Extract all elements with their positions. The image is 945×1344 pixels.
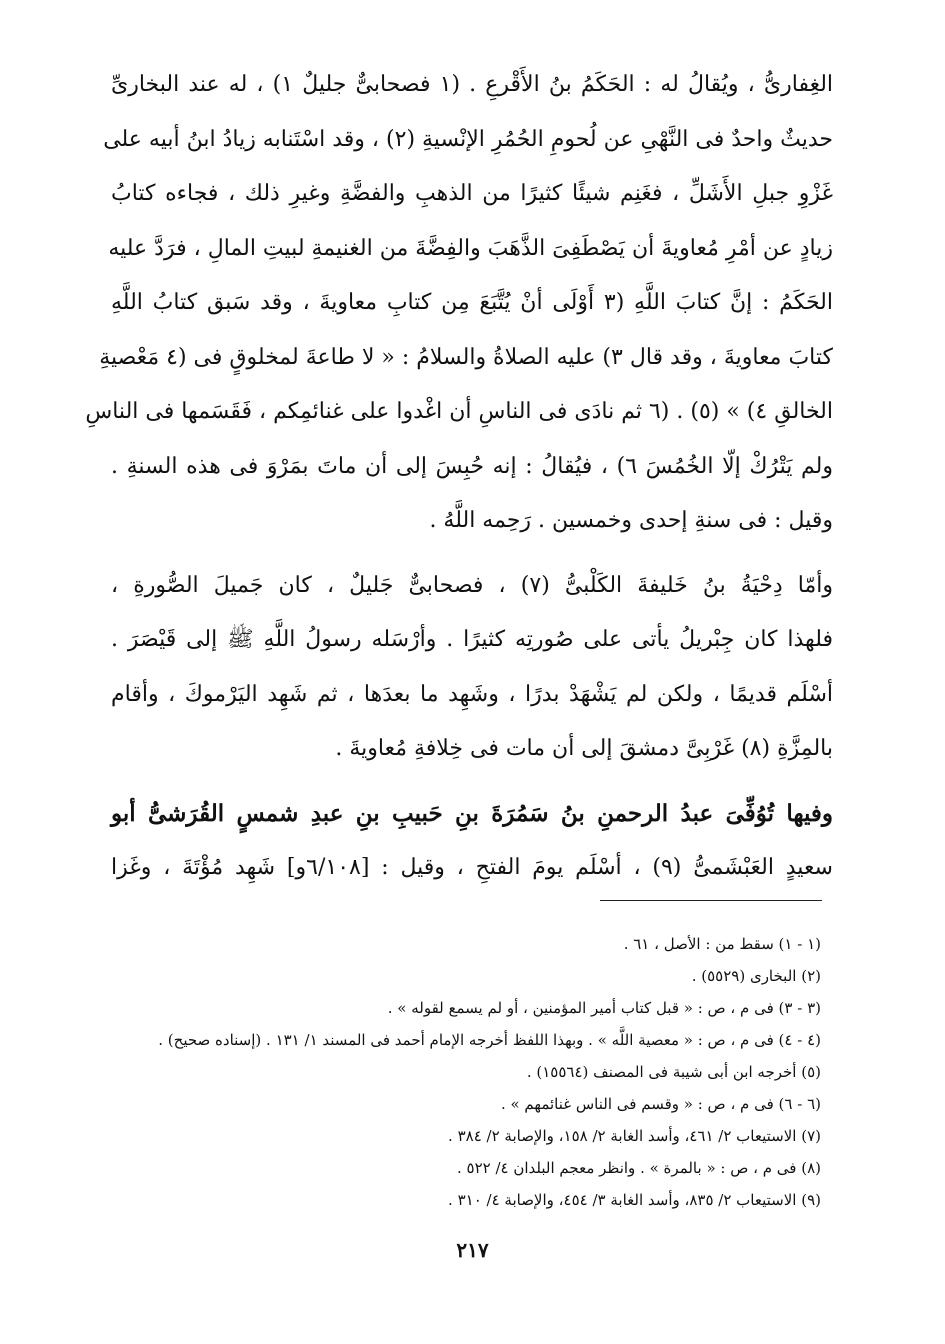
text-line: الغِفارىُّ ، ويُقالُ له : الحَكَمُ بنُ الأَقْرعِ . (١ فصحابىٌّ جليلٌ ١) ، له عند البخارىِّ — [111, 72, 834, 97]
footnote: (٤ - ٤) فى م ، ص : « معصية اللَّه » . وبهذا اللفظ أخرجه الإمام أحمد فى المسند ١/ ١٣١ . (إسناده صحيح) . — [158, 1031, 821, 1049]
text-line: حديثٌ واحدٌ فى النَّهْىِ عن لُحومِ الحُمُرِ الإنْسيةِ (٢) ، وقد اسْتَنابه زيادُ ابنُ أبيه على — [103, 126, 833, 152]
text-line: سعيدٍ العَبْشَمىُّ (٩) ، أسْلَم يومَ الفتحِ ، وقيل : [٦/١٠٨و] شَهِد مُؤْتَةَ ، وغَزا — [111, 855, 833, 880]
text-line: ولم يَتْرُكْ إلّا الخُمُسَ ٦) ، فيُقالُ : إنه حُبِسَ إلى أن ماتَ بمَرْوَ فى هذه السنةِ . — [111, 453, 833, 479]
text-line: أسْلَم قديمًا ، ولكن لم يَشْهَدْ بدرًا ، وشَهِد ما بعدَها ، ثم شَهِد اليَرْموكَ ، وأقام — [111, 681, 833, 707]
text-line: فلهذا كان جِبْريلُ يأتى على صُورتِه كثيرًا . وأرْسَله رسولُ اللَّهِ ﷺ إلى قَيْصَرَ . — [111, 627, 833, 652]
footnote: (٢) البخارى (٥٥٢٩) . — [691, 967, 821, 985]
footnote: (٩) الاستيعاب ٢/ ٨٣٥، وأسد الغابة ٣/ ٤٥٤، والإصابة ٤/ ٣١٠ . — [448, 1191, 821, 1209]
text-line: الخالقِ ٤) » (٥) . (٦ ثم نادَى فى الناسِ أن اغْدوا على غنائمِكم ، فَقَسَمها فى الناسِ — [85, 399, 833, 424]
text-line: بالمِزَّةِ (٨) غَرْبِىَّ دمشقَ إلى أن مات فى خِلافةِ مُعاويةَ . — [335, 736, 833, 761]
footnote: (٨) فى م ، ص : « بالمرة » . وانظر معجم البلدان ٤/ ٥٢٢ . — [457, 1159, 821, 1177]
footnotes — [101, 928, 821, 1216]
footnote-divider — [600, 900, 822, 901]
text-line: زيادٍ عن أمْرِ مُعاويةَ أن يَصْطَفِىَ الذَّهَبَ والفِضَّةَ من الغنيمةِ لبيتِ المالِ ، فرَدَّ عليه — [108, 235, 833, 261]
footnote: (٦ - ٦) فى م ، ص : « وقسم فى الناس غنائمهم » . — [500, 1095, 821, 1113]
text-line: كتابَ معاويةَ ، وقد قال ٣) عليه الصلاةُ والسلامُ : « لا طاعةَ لمخلوقٍ فى (٤ مَعْصيةِ — [99, 344, 833, 370]
footnote: (٥) أخرجه ابن أبى شيبة فى المصنف (١٥٥٦٤) . — [526, 1063, 821, 1081]
footnote: (٣ - ٣) فى م ، ص : « قبل كتاب أمير المؤمنين ، أو لم يسمع لقوله » . — [387, 999, 821, 1017]
footnote: (١ - ١) سقط من : الأصل ، ٦١ . — [623, 935, 821, 953]
text-line: وفيها تُوُفِّىَ عبدُ الرحمنِ بنُ سَمُرَةَ بنِ حَبيبِ بنِ عبدِ شمسٍ القُرَشىُّ أبو — [111, 799, 833, 827]
page-number: ٢١٧ — [456, 1238, 489, 1262]
text-line: الحَكَمُ : إنَّ كتابَ اللَّهِ (٣ أَوْلَى أنْ يُتَّبَعَ مِن كتابِ معاويةَ ، وقد سَبق كتابُ اللَّهِ — [111, 290, 833, 315]
text-line: وأمّا دِحْيَةُ بنُ خَليفةَ الكَلْبىُّ (٧) ، فصحابىٌّ جَليلٌ ، كان جَميلَ الصُّورةِ ، — [111, 572, 833, 598]
text-line: غَزْوِ جبلِ الأَشَلِّ ، فغَنِم شيئًا كثيرًا من الذهبِ والفضَّةِ وغيرِ ذلك ، فجاءه كتابُ — [111, 181, 833, 206]
main-text — [85, 58, 834, 896]
footnote: (٧) الاستيعاب ٢/ ٤٦١، وأسد الغابة ٢/ ١٥٨، والإصابة ٢/ ٣٨٤ . — [448, 1127, 821, 1145]
text-line: وقيل : فى سنةِ إحدى وخمسين . رَحِمه اللَّهُ . — [429, 508, 833, 533]
